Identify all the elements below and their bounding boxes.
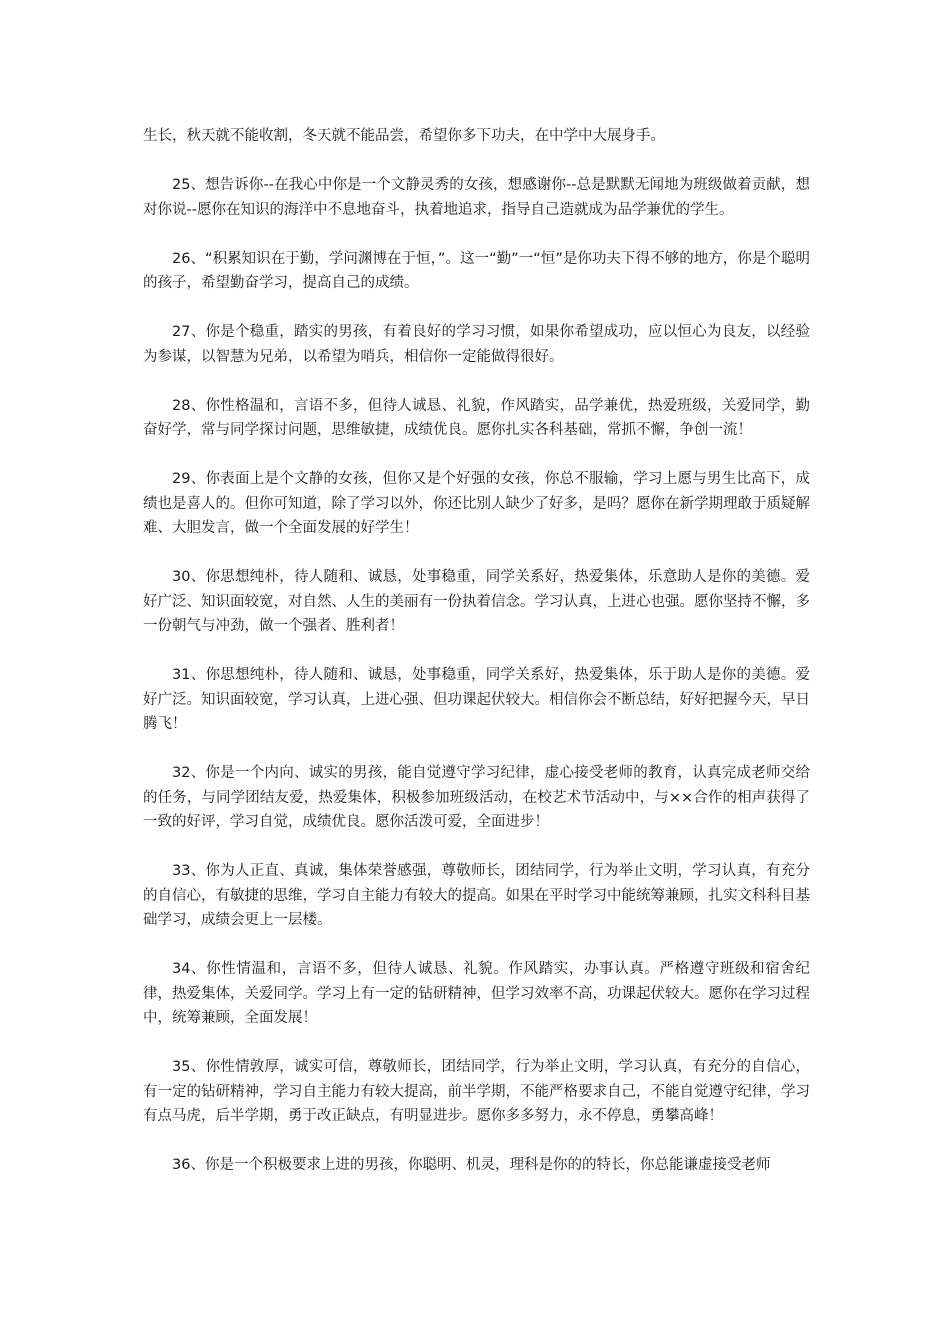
paragraph-30: 30、你思想纯朴，待人随和、诚恳，处事稳重，同学关系好，热爱集体，乐意助人是你的美德。爱好广泛、知识面较宽，对自然、人生的美丽有一份执着信念。学习认真，上进心也强。愿你坚持不懈，多一份朝气与冲劲，做一个强者、胜利者！ bbox=[143, 569, 810, 634]
paragraph-25: 25、想告诉你--在我心中你是一个文静灵秀的女孩，想感谢你--总是默默无闻地为班级做着贡献，想对你说--愿你在知识的海洋中不息地奋斗，执着地追求，指导自己造就成为品学兼优的学生。 bbox=[143, 177, 810, 218]
paragraph-32: 32、你是一个内向、诚实的男孩，能自觉遵守学习纪律，虚心接受老师的教育，认真完成老师交给的任务，与同学团结友爱，热爱集体，积极参加班级活动，在校艺术节活动中，与××合作的相声获得了一致的好评，学习自觉，成绩优良。愿你活泼可爱，全面进步！ bbox=[143, 765, 810, 830]
paragraph-31: 31、你思想纯朴，待人随和、诚恳，处事稳重，同学关系好，热爱集体，乐于助人是你的美德。爱好广泛。知识面较宽，学习认真，上进心强、但功课起伏较大。相信你会不断总结，好好把握今天，早日腾飞！ bbox=[143, 667, 810, 732]
paragraph-28: 28、你性格温和，言语不多，但待人诚恳、礼貌，作风踏实，品学兼优，热爱班级，关爱同学，勤奋好学，常与同学探讨问题，思维敏捷，成绩优良。愿你扎实各科基础，常抓不懈，争创一流！ bbox=[143, 397, 810, 438]
paragraph-36: 36、你是一个积极要求上进的男孩，你聪明、机灵，理科是你的的特长，你总能谦虚接受老师 bbox=[172, 1157, 771, 1173]
paragraph-continuation: 生长，秋天就不能收割，冬天就不能品尝，希望你多下功夫，在中学中大展身手。 bbox=[143, 128, 665, 144]
paragraph-29: 29、你表面上是个文静的女孩，但你又是个好强的女孩，你总不服输，学习上愿与男生比高下，成绩也是喜人的。但你可知道，除了学习以外，你还比别人缺少了好多，是吗？愿你在新学期理敢于质疑解难、大胆发言，做一个全面发展的好学生！ bbox=[143, 471, 810, 536]
paragraph-35: 35、你性情敦厚，诚实可信，尊敬师长，团结同学，行为举止文明，学习认真，有充分的自信心，有一定的钻研精神，学习自主能力有较大提高，前半学期，不能严格要求自己，不能自觉遵守纪律，学习有点马虎，后半学期，勇于改正缺点，有明显进步。愿你多多努力，永不停息，勇攀高峰！ bbox=[143, 1059, 810, 1124]
paragraph-26: 26、“积累知识在于勤，学问渊博在于恒，”。这一“勤”一“恒”是你功夫下得不够的地方，你是个聪明的孩子，希望勤奋学习，提高自己的成绩。 bbox=[143, 250, 810, 291]
paragraph-27: 27、你是个稳重，踏实的男孩，有着良好的学习习惯，如果你希望成功，应以恒心为良友，以经验为参谋，以智慧为兄弟，以希望为哨兵，相信你一定能做得很好。 bbox=[143, 324, 810, 365]
paragraph-34: 34、你性情温和，言语不多，但待人诚恳、礼貌。作风踏实，办事认真。严格遵守班级和宿舍纪律，热爱集体，关爱同学。学习上有一定的钻研精神，但学习效率不高，功课起伏较大。愿你在学习过程中，统筹兼顾，全面发展！ bbox=[143, 961, 810, 1026]
paragraph-33: 33、你为人正直、真诚，集体荣誉感强，尊敬师长，团结同学，行为举止文明，学习认真，有充分的自信心，有敏捷的思维，学习自主能力有较大的提高。如果在平时学习中能统筹兼顾，扎实文科科目基础学习，成绩会更上一层楼。 bbox=[143, 863, 810, 928]
document-page bbox=[143, 124, 810, 1202]
